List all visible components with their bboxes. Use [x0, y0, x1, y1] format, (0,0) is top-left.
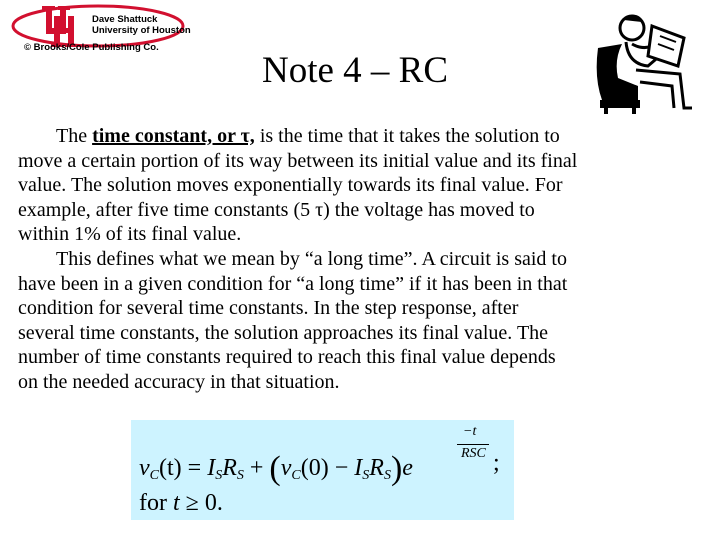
logo-monogram: UH — [8, 2, 10, 3]
paragraph-2-line-3: condition for several time constants. In the step response, after — [18, 297, 519, 320]
eq-i: I — [207, 455, 216, 481]
eq-sub-s2: S — [236, 468, 244, 483]
eq-e: e — [402, 455, 413, 481]
paragraph-1-line-4: example, after five time constants (5 τ) the voltage has moved to — [18, 198, 535, 221]
eq-r2: R — [369, 455, 384, 481]
paragraph-1-lead: The — [56, 125, 93, 147]
paragraph-2-line-6: on the needed accuracy in that situation. — [18, 370, 340, 393]
exponent-denominator: RSC — [461, 446, 486, 461]
eq-sub-s4: S — [383, 468, 391, 483]
eq-sub-s1: S — [215, 468, 223, 483]
eq-condition: ≥ 0. — [179, 490, 223, 516]
paragraph-1-line-5: within 1% of its final value. — [18, 223, 242, 246]
slide-body — [18, 124, 688, 395]
equation-line-2 — [139, 490, 223, 517]
eq-zero-arg: (0) − — [300, 455, 355, 481]
paragraph-2-line-5: number of time constants required to reach this final value depends — [18, 346, 556, 369]
logo-university: University of Houston — [92, 25, 191, 36]
paragraph-2-line-4: several time constants, the solution approaches its final value. The — [18, 321, 549, 344]
step-response-equation — [131, 420, 514, 520]
eq-r: R — [222, 455, 237, 481]
paragraph-2-line-2: have been in a given condition for “a long time” if it has been in that — [18, 272, 568, 295]
paragraph-1-line-1 — [18, 124, 688, 149]
eq-t-var: t — [172, 490, 180, 516]
eq-semicolon: ; — [493, 450, 500, 476]
paragraph-1-line-2: move a certain portion of its way between its initial value and its final — [18, 149, 578, 172]
person-reading-icon — [588, 8, 708, 114]
paragraph-2-line-1: This defines what we mean by “a long time”. A circuit is said to — [56, 247, 567, 270]
paragraph-1-line-1-rest: is the time that it takes the solution to — [254, 125, 560, 147]
eq-sub-c2: C — [291, 468, 301, 483]
eq-t-arg: (t) = — [159, 455, 208, 481]
publisher-credit: © Brooks/Cole Publishing Co. — [24, 42, 159, 53]
slide-title: Note 4 – RC — [261, 50, 449, 91]
exponent-fraction-bar — [457, 444, 489, 445]
equation-line-1 — [139, 450, 413, 488]
exponent-numerator: −t — [463, 424, 477, 439]
eq-v: v — [139, 455, 150, 481]
paragraph-1-line-3: value. The solution moves exponentially towards its final value. For — [18, 174, 563, 197]
eq-close-paren: ) — [390, 450, 403, 487]
eq-open-paren: ( — [269, 450, 281, 487]
logo-author: Dave Shattuck — [92, 14, 158, 25]
eq-sub-c: C — [149, 468, 159, 483]
eq-for: for — [139, 490, 173, 516]
eq-plus: + — [243, 455, 270, 481]
eq-sub-s3: S — [362, 468, 370, 483]
eq-v2: v — [280, 455, 292, 481]
time-constant-term: time constant, or τ, — [92, 125, 255, 147]
eq-i2: I — [354, 455, 363, 481]
